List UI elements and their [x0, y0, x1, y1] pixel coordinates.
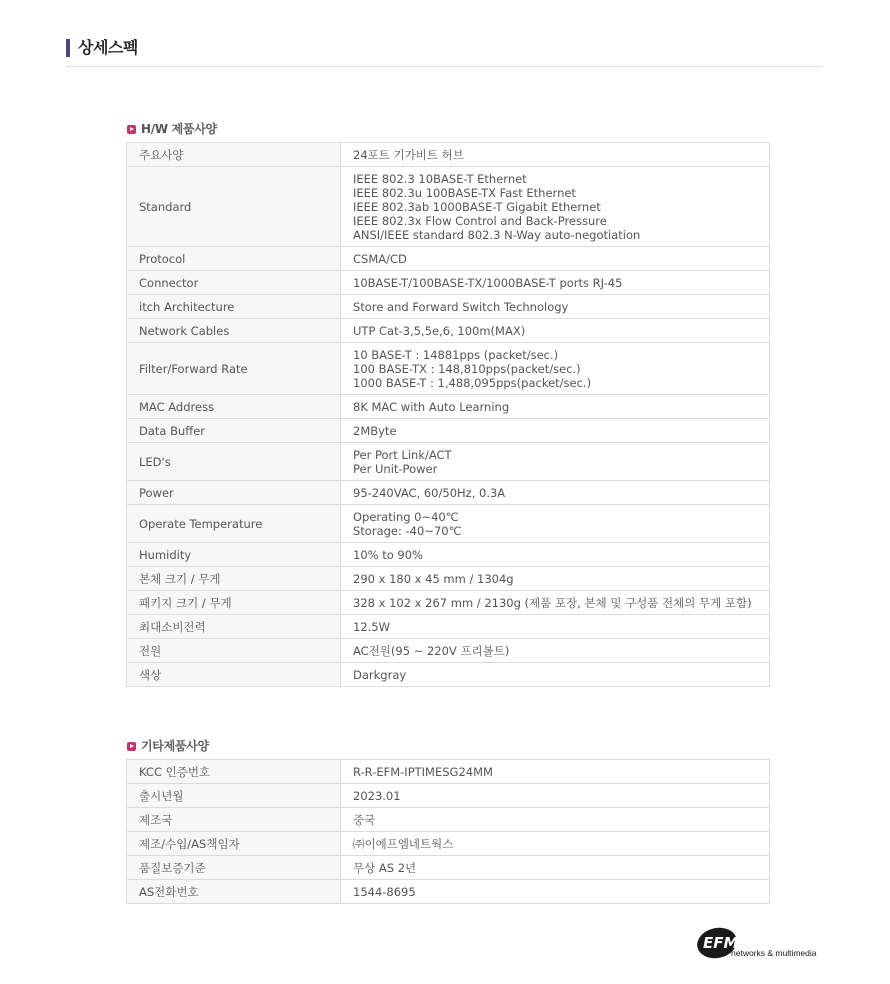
spec-value-line: ANSI/IEEE standard 802.3 N-Way auto-negotiation [353, 227, 641, 242]
spec-value [341, 167, 770, 247]
spec-value [341, 505, 770, 543]
spec-value [341, 856, 770, 880]
spec-value-line: 95-240VAC, 60/50Hz, 0.3A [353, 485, 506, 500]
spec-value [341, 880, 770, 904]
spec-value [341, 295, 770, 319]
spec-value-line: IEEE 802.3ab 1000BASE-T Gigabit Ethernet [353, 199, 601, 214]
spec-row [127, 443, 770, 481]
spec-key: Operate Temperature [127, 505, 341, 543]
spec-value-line: 10BASE-T/100BASE-TX/1000BASE-T ports RJ-45 [353, 275, 623, 290]
spec-row [127, 247, 770, 271]
spec-key: 출시년월 [127, 784, 341, 808]
spec-value [341, 639, 770, 663]
title-accent-bar [66, 39, 70, 57]
spec-value [341, 615, 770, 639]
spec-value [341, 395, 770, 419]
spec-row [127, 143, 770, 167]
spec-value-line: CSMA/CD [353, 251, 407, 266]
spec-value-line: 24포트 기가비트 허브 [353, 147, 464, 162]
spec-value-line: 100 BASE-TX : 148,810pps(packet/sec.) [353, 361, 581, 376]
spec-key: 제조국 [127, 808, 341, 832]
spec-row [127, 615, 770, 639]
spec-key: AS전화번호 [127, 880, 341, 904]
spec-key: Data Buffer [127, 419, 341, 443]
spec-key: Network Cables [127, 319, 341, 343]
spec-key: 본체 크기 / 무게 [127, 567, 341, 591]
spec-value-line: R-R-EFM-IPTIMESG24MM [353, 764, 493, 779]
spec-value-line: Per Port Link/ACT [353, 447, 452, 462]
spec-key: Standard [127, 167, 341, 247]
spec-row [127, 808, 770, 832]
spec-row [127, 419, 770, 443]
spec-value [341, 784, 770, 808]
spec-row [127, 343, 770, 395]
spec-row [127, 319, 770, 343]
spec-value [341, 832, 770, 856]
etc-spec-table [126, 759, 770, 904]
spec-value-line: IEEE 802.3 10BASE-T Ethernet [353, 171, 527, 186]
spec-value-line: Storage: -40~70℃ [353, 523, 462, 538]
spec-row [127, 832, 770, 856]
spec-key: Filter/Forward Rate [127, 343, 341, 395]
spec-value-line: UTP Cat-3,5,5e,6, 100m(MAX) [353, 323, 526, 338]
spec-row [127, 271, 770, 295]
spec-key: 패키지 크기 / 무게 [127, 591, 341, 615]
spec-value [341, 143, 770, 167]
spec-value [341, 247, 770, 271]
spec-key: 최대소비전력 [127, 615, 341, 639]
spec-value-line: 12.5W [353, 619, 390, 634]
spec-value-line: Operating 0~40℃ [353, 509, 459, 524]
spec-key: 주요사양 [127, 143, 341, 167]
spec-value [341, 271, 770, 295]
spec-row [127, 505, 770, 543]
spec-row [127, 591, 770, 615]
spec-value-line: 중국 [353, 812, 376, 827]
spec-key: KCC 인증번호 [127, 760, 341, 784]
spec-value-line: IEEE 802.3x Flow Control and Back-Pressure [353, 213, 607, 228]
spec-value-line: 8K MAC with Auto Learning [353, 399, 510, 414]
spec-key: Humidity [127, 543, 341, 567]
spec-row [127, 167, 770, 247]
spec-value [341, 319, 770, 343]
spec-value [341, 481, 770, 505]
page-title: 상세스펙 [78, 38, 138, 57]
spec-value-line: Darkgray [353, 667, 407, 682]
spec-key: Power [127, 481, 341, 505]
spec-row [127, 543, 770, 567]
spec-value-line: 무상 AS 2년 [353, 860, 417, 875]
spec-value [341, 419, 770, 443]
spec-row [127, 663, 770, 687]
spec-value-line: 10 BASE-T : 14881pps (packet/sec.) [353, 347, 559, 362]
logo-mark-text: EFM [703, 934, 739, 952]
efm-logo [695, 926, 825, 962]
spec-value [341, 567, 770, 591]
bullet-arrow-icon [127, 125, 136, 134]
spec-value-line: 328 x 102 x 267 mm / 2130g (제품 포장, 본체 및 구성품 전체의 무게 포함) [353, 595, 752, 610]
spec-value-line: Per Unit-Power [353, 461, 438, 476]
spec-value [341, 663, 770, 687]
spec-row [127, 784, 770, 808]
spec-value-line: Store and Forward Switch Technology [353, 299, 569, 314]
etc-section-title [127, 738, 209, 754]
spec-key: Connector [127, 271, 341, 295]
spec-key: 색상 [127, 663, 341, 687]
spec-value [341, 543, 770, 567]
spec-value [341, 343, 770, 395]
spec-value-line: 1000 BASE-T : 1,488,095pps(packet/sec.) [353, 375, 592, 390]
spec-key: 품질보증기준 [127, 856, 341, 880]
spec-row [127, 295, 770, 319]
bullet-arrow-icon [127, 742, 136, 751]
spec-key: LED's [127, 443, 341, 481]
spec-value-line: IEEE 802.3u 100BASE-TX Fast Ethernet [353, 185, 576, 200]
spec-value-line: 10% to 90% [353, 547, 423, 562]
spec-value [341, 808, 770, 832]
hw-spec-table [126, 142, 770, 687]
spec-key: Protocol [127, 247, 341, 271]
page-header [66, 36, 823, 67]
spec-value-line: 1544-8695 [353, 884, 416, 899]
etc-section-title-text: 기타제품사양 [141, 739, 209, 753]
efm-logo-mark [695, 926, 825, 962]
hw-section-title [127, 121, 217, 137]
spec-key: 전원 [127, 639, 341, 663]
spec-value [341, 591, 770, 615]
spec-row [127, 639, 770, 663]
spec-row [127, 856, 770, 880]
spec-row [127, 880, 770, 904]
spec-value-line: AC전원(95 ~ 220V 프리볼트) [353, 643, 510, 658]
spec-value-line: ㈜이에프엠네트웍스 [353, 836, 454, 851]
spec-key: MAC Address [127, 395, 341, 419]
spec-row [127, 481, 770, 505]
spec-value [341, 760, 770, 784]
logo-tagline: networks & multimedia [731, 948, 817, 958]
spec-row [127, 760, 770, 784]
spec-value-line: 2023.01 [353, 788, 401, 803]
spec-value-line: 2MByte [353, 423, 397, 438]
spec-value [341, 443, 770, 481]
spec-row [127, 395, 770, 419]
spec-row [127, 567, 770, 591]
spec-key: itch Architecture [127, 295, 341, 319]
spec-value-line: 290 x 180 x 45 mm / 1304g [353, 571, 514, 586]
spec-key: 제조/수입/AS책임자 [127, 832, 341, 856]
hw-section-title-text: H/W 제품사양 [141, 122, 217, 136]
